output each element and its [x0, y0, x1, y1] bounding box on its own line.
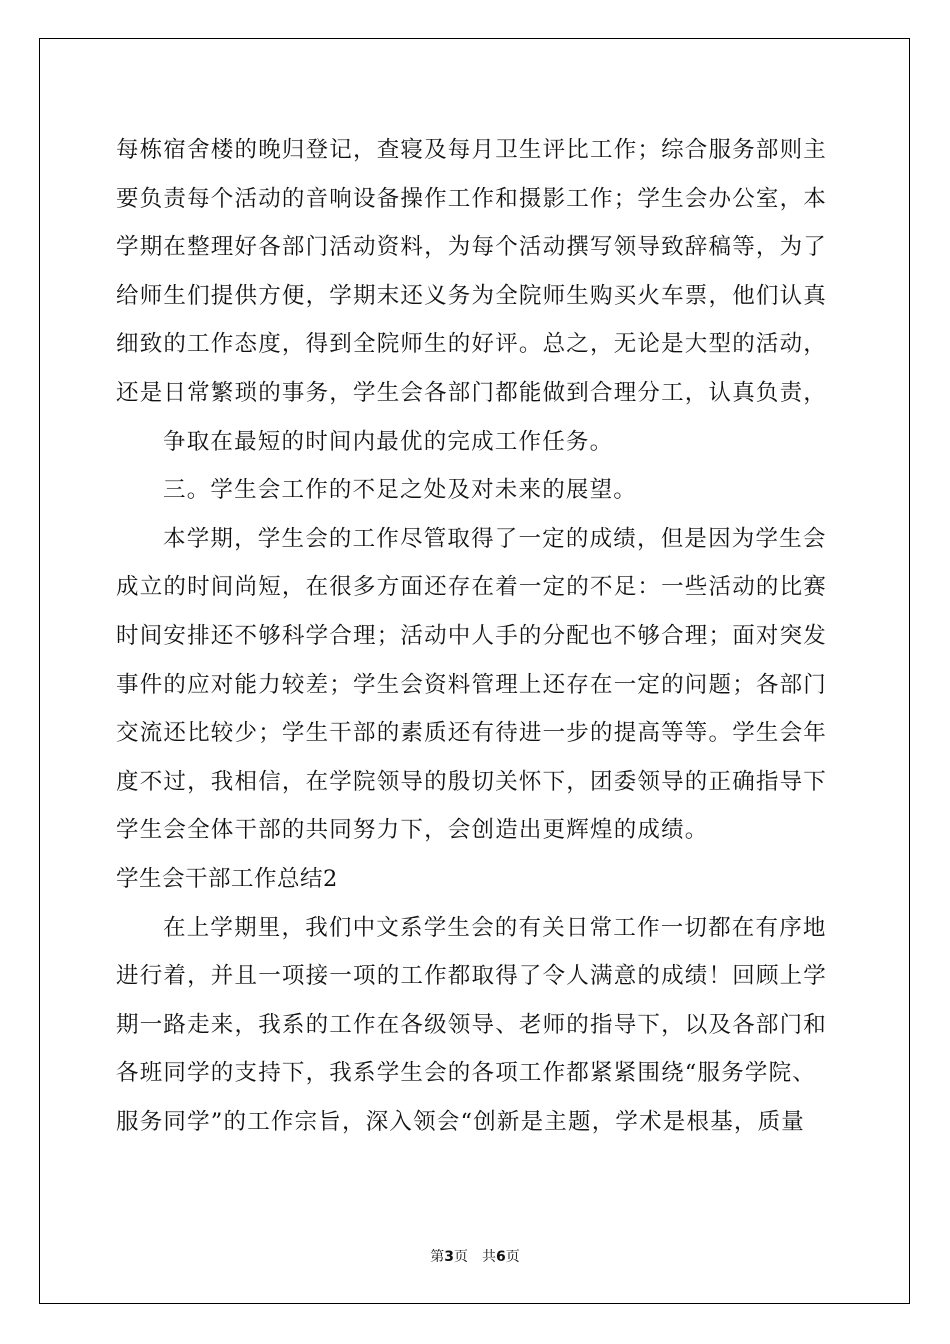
text-line: 服务同学”的工作宗旨，深入领会“创新是主题，学术是根基，质量 [116, 1108, 806, 1135]
footer-total-suffix: 页 [505, 1249, 520, 1265]
text-line: 成立的时间尚短，在很多方面还存在着一定的不足：一些活动的比赛 [116, 574, 828, 601]
text-line: 争取在最短的时间内最优的完成工作任务。 [163, 428, 614, 455]
text-line: 学生会全体干部的共同努力下，会创造出更辉煌的成绩。 [116, 817, 709, 844]
text-line: 期一路走来，我系的工作在各级领导、老师的指导下，以及各部门和 [116, 1011, 828, 1038]
document-title: 学生会干部工作总结2 [116, 865, 338, 892]
footer-page-suffix: 页 [454, 1249, 468, 1265]
footer-prefix: 第 [430, 1249, 445, 1265]
section-heading: 三。学生会工作的不足之处及对未来的展望。 [163, 477, 638, 504]
total-pages: 6 [496, 1249, 506, 1265]
footer-total-prefix: 共 [482, 1249, 496, 1265]
text-line: 交流还比较少；学生干部的素质还有待进一步的提高等等。学生会年 [116, 720, 828, 747]
page-number: 3 [444, 1249, 454, 1265]
text-line: 时间安排还不够科学合理；活动中人手的分配也不够合理；面对突发 [116, 622, 828, 649]
text-line: 本学期，学生会的工作尽管取得了一定的成绩，但是因为学生会 [163, 525, 827, 552]
text-line: 每栋宿舍楼的晚归登记，查寝及每月卫生评比工作；综合服务部则主 [116, 137, 828, 163]
text-line: 细致的工作态度，得到全院师生的好评。总之，无论是大型的活动， [116, 331, 828, 358]
text-line: 事件的应对能力较差；学生会资料管理上还存在一定的问题；各部门 [116, 671, 828, 698]
text-line: 要负责每个活动的音响设备操作工作和摄影工作；学生会办公室，本 [116, 185, 828, 212]
page-footer [0, 1246, 950, 1266]
text-line: 给师生们提供方便，学期末还义务为全院师生购买火车票，他们认真 [116, 282, 828, 309]
text-line: 学期在整理好各部门活动资料，为每个活动撰写领导致辞稿等，为了 [116, 234, 828, 261]
text-line: 在上学期里，我们中文系学生会的有关日常工作一切都在有序地 [163, 914, 827, 941]
text-line: 进行着，并且一项接一项的工作都取得了令人满意的成绩！回顾上学 [116, 963, 828, 990]
document-body [116, 126, 836, 1146]
text-line: 度不过，我相信，在学院领导的殷切关怀下，团委领导的正确指导下 [116, 768, 828, 795]
text-line: 各班同学的支持下，我系学生会的各项工作都紧紧围绕“服务学院、 [116, 1060, 817, 1087]
text-line: 还是日常繁琐的事务，学生会各部门都能做到合理分工，认真负责， [116, 379, 828, 406]
